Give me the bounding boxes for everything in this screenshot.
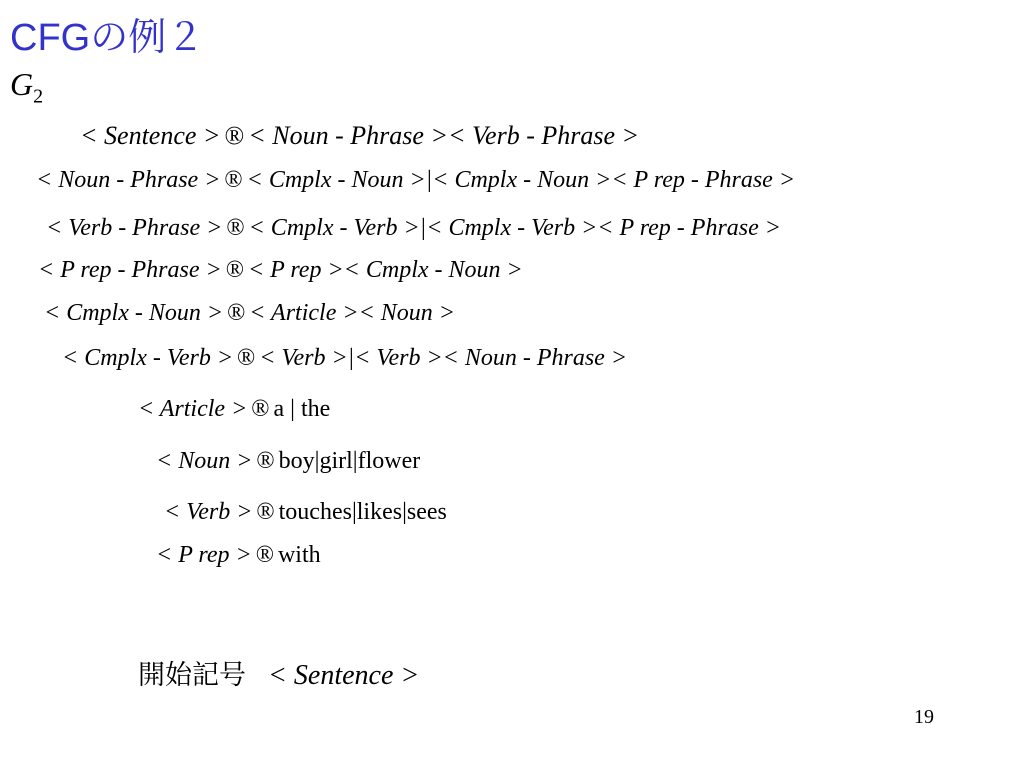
- production-rule-verb-phrase: [46, 213, 781, 243]
- production-rule-prep-phrase: [38, 255, 523, 285]
- rule-lhs: < Verb >: [164, 499, 253, 525]
- rule-arrow: ®: [224, 121, 245, 150]
- rule-arrow: ®: [251, 396, 270, 422]
- rule-lhs: < Verb - Phrase >: [46, 215, 223, 241]
- slide-title: CFGの例２: [10, 17, 205, 59]
- rule-rhs: < Verb >|< Verb >< Noun - Phrase >: [259, 345, 628, 371]
- rule-arrow: ®: [224, 167, 243, 193]
- rule-rhs: < Cmplx - Verb >|< Cmplx - Verb >< P rep - Phrase >: [248, 215, 781, 241]
- rule-arrow: ®: [255, 542, 274, 568]
- production-rule-noun: [156, 446, 420, 476]
- rule-rhs: < Article >< Noun >: [249, 300, 455, 326]
- grammar-name: [10, 66, 43, 108]
- rule-lhs: < Cmplx - Verb >: [62, 345, 234, 371]
- rule-lhs: < Article >: [138, 396, 248, 422]
- rule-lhs: < Noun - Phrase >: [36, 167, 221, 193]
- start-symbol-label: 開始記号: [138, 660, 246, 691]
- rule-terminals: with: [277, 542, 321, 568]
- rule-arrow: ®: [227, 300, 246, 326]
- rule-arrow: ®: [237, 345, 256, 371]
- grammar-symbol: G: [10, 66, 34, 102]
- rule-arrow: ®: [256, 448, 275, 474]
- rule-lhs: < Noun >: [156, 448, 253, 474]
- production-rule-prep: [156, 540, 321, 570]
- rule-terminals: touches|likes|sees: [278, 499, 447, 525]
- page-number: 19: [914, 706, 934, 728]
- production-rule-noun-phrase: [36, 165, 795, 195]
- rule-terminals: boy|girl|flower: [278, 448, 421, 474]
- production-rule-sentence: [80, 121, 639, 151]
- start-symbol: < Sentence >: [268, 660, 420, 691]
- production-rule-cmplx-verb: [62, 343, 627, 373]
- rule-rhs: < Cmplx - Noun >|< Cmplx - Noun >< P rep - Phrase >: [246, 167, 796, 193]
- grammar-subscript: 2: [33, 85, 44, 108]
- rule-lhs: < Sentence >: [80, 121, 221, 150]
- production-rule-article: [138, 394, 330, 424]
- production-rule-verb: [164, 497, 447, 527]
- rule-lhs: < Cmplx - Noun >: [44, 300, 224, 326]
- production-rule-cmplx-noun: [44, 298, 455, 328]
- rule-lhs: < P rep >: [156, 542, 252, 568]
- rule-rhs: < Noun - Phrase >< Verb - Phrase >: [248, 121, 640, 150]
- rule-arrow: ®: [225, 257, 244, 283]
- rule-arrow: ®: [256, 499, 275, 525]
- start-symbol-line: [138, 656, 419, 696]
- rule-lhs: < P rep - Phrase >: [38, 257, 222, 283]
- rule-rhs: < P rep >< Cmplx - Noun >: [247, 257, 523, 283]
- rule-arrow: ®: [226, 215, 245, 241]
- rule-terminals: a | the: [273, 396, 331, 422]
